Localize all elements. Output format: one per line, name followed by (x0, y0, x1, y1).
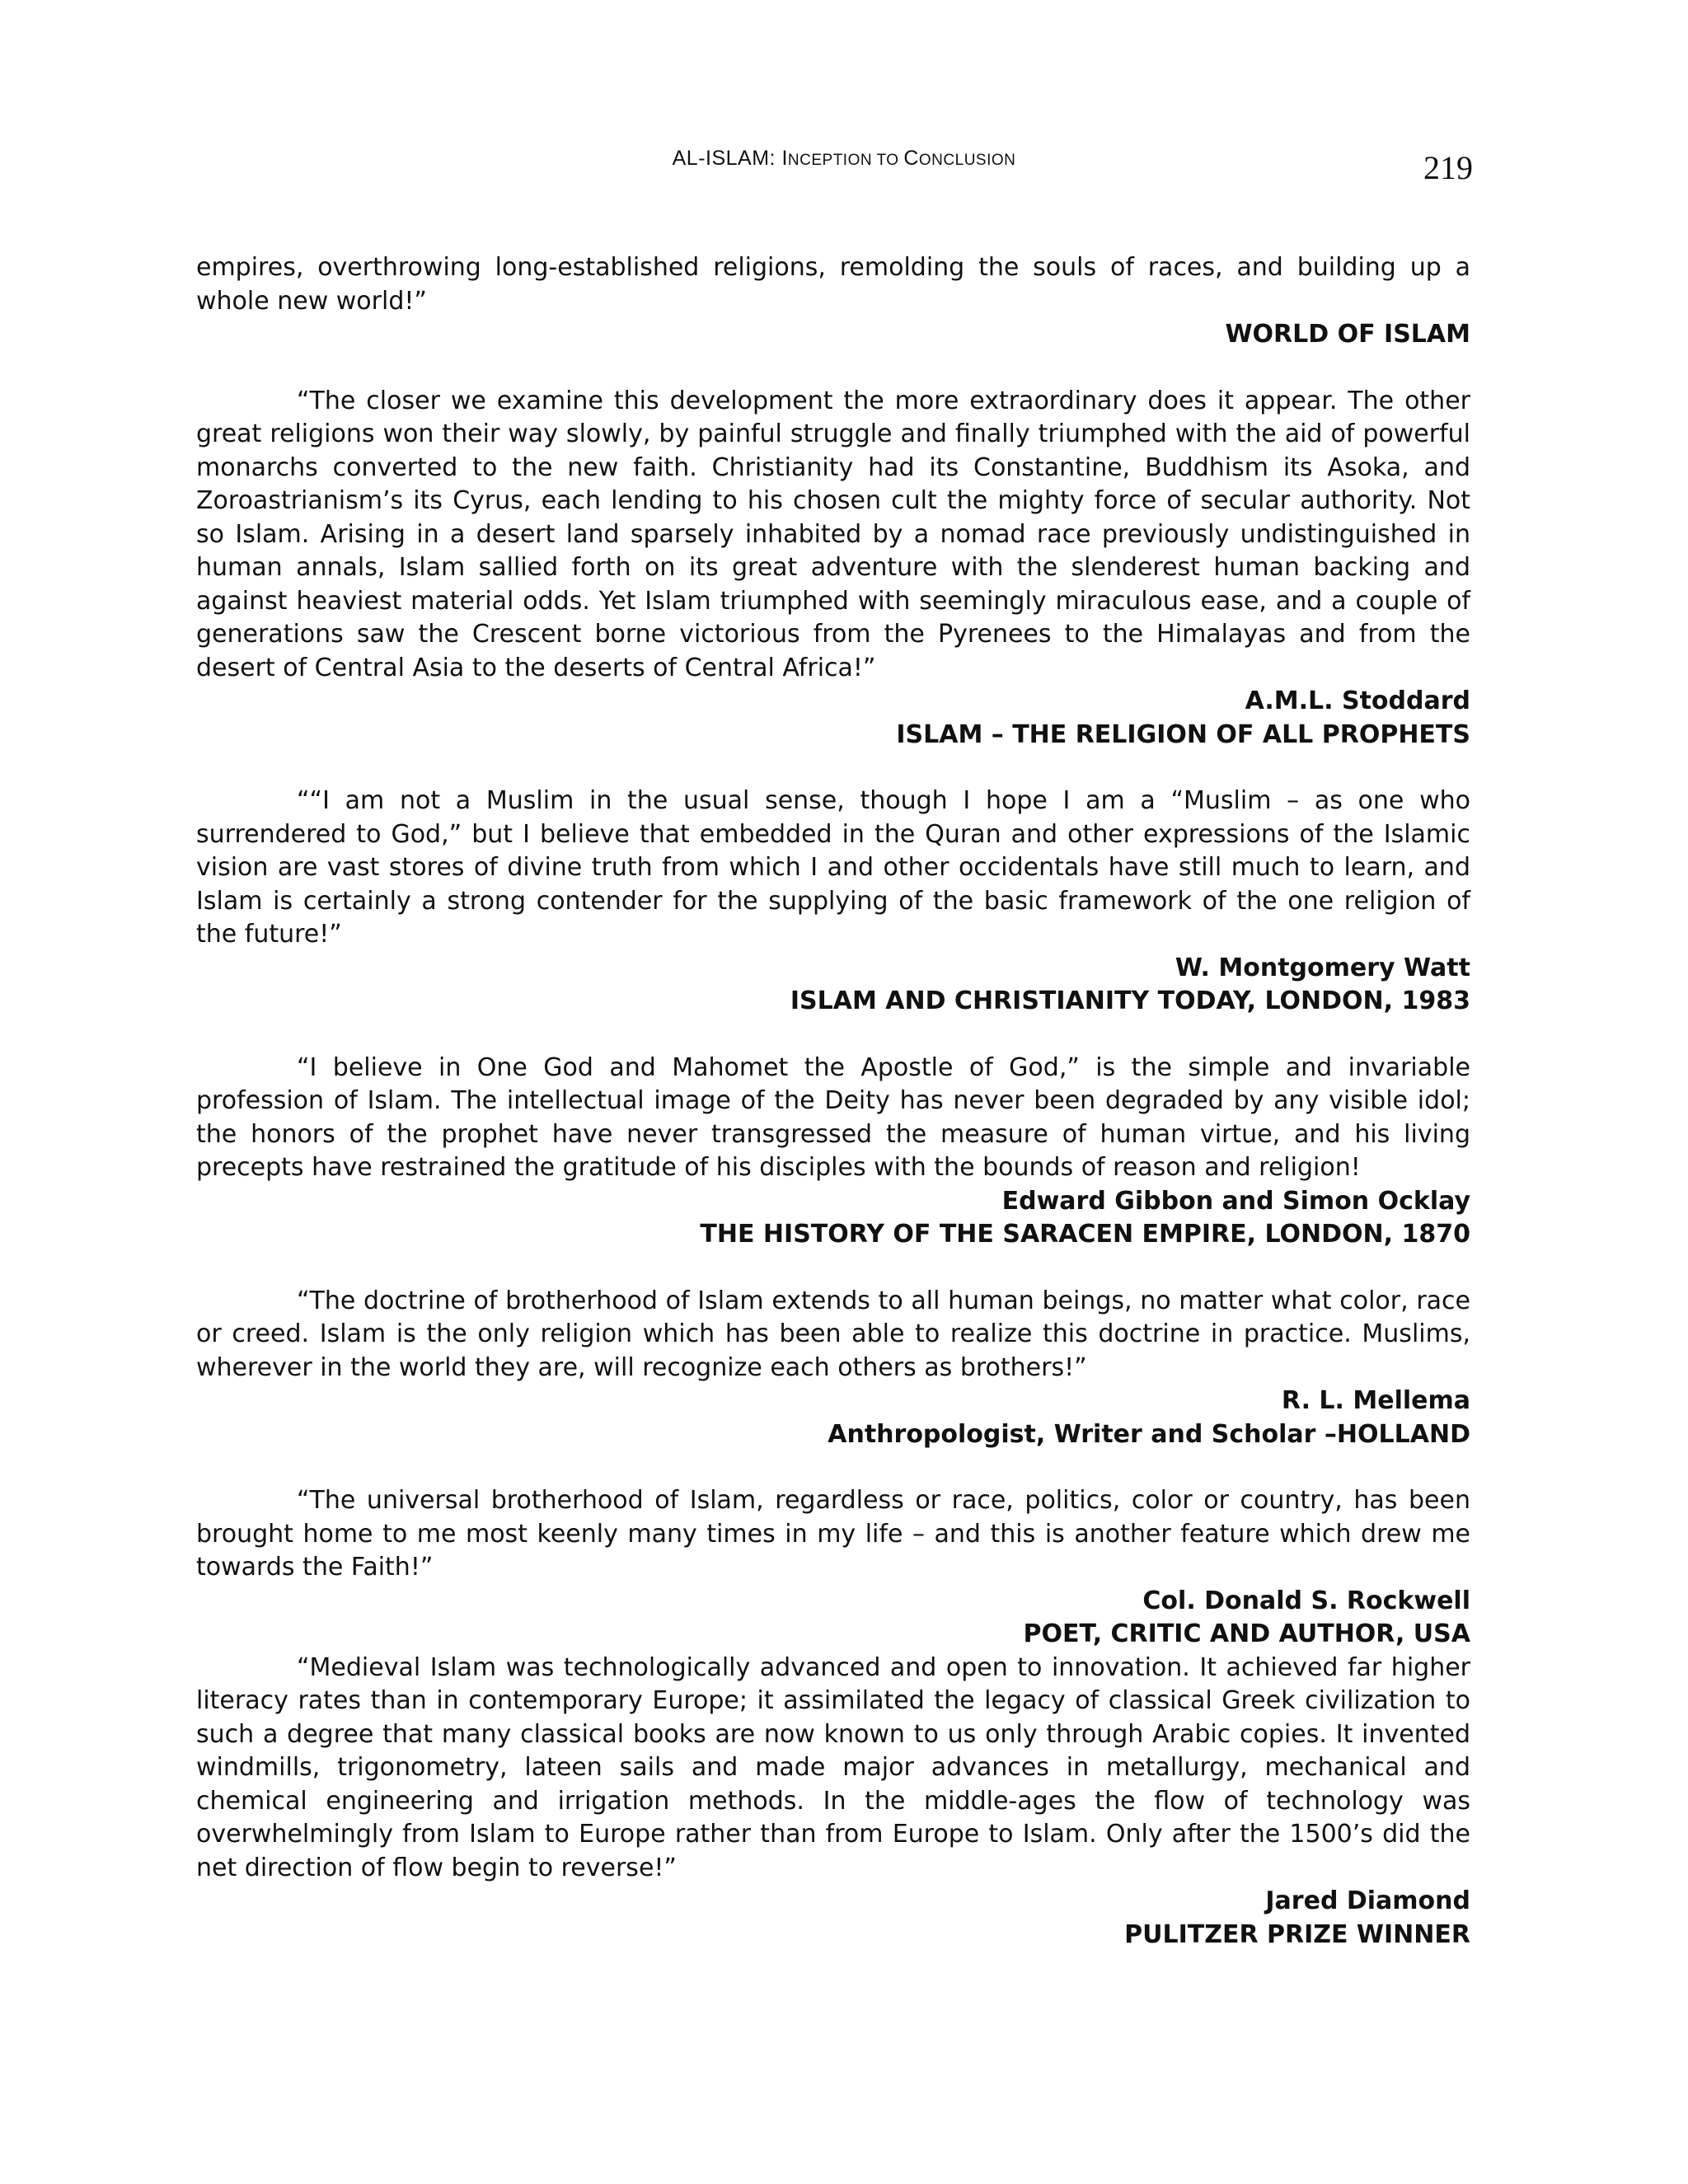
running-head-rest-2: ONCLUSION (918, 152, 1016, 169)
quote-paragraph: empires, overthrowing long-established religions, remolding the souls of races, and building up a whole new world!” (196, 253, 1470, 316)
running-head-prefix: AL-ISLAM: (672, 147, 782, 170)
running-head-initial-i: I (781, 147, 788, 170)
quote-paragraph: “The closer we examine this development the more extraordinary does it appear. The other great religions won their way slowly, by painful struggle and finally triumphed with the aid of powerful monarchs converted to the new faith. Christianity had its Constantine, Buddhism its Asoka, and Zoroastrianism’s its Cyrus, each lending to his chosen cult the mighty force of secular authority. Not so Islam. Arising in a desert land sparsely inhabited by a nomad race previously undistinguished in human annals, Islam sallied forth on its great adventure with the slenderest human backing and against heaviest material odds. Yet Islam triumphed with seemingly miraculous ease, and a couple of generations saw the Crescent borne victorious from the Pyrenees to the Himalayas and from the desert of Central Asia to the deserts of Central Africa!” (196, 386, 1470, 682)
attribution-source: THE HISTORY OF THE SARACEN EMPIRE, LONDON, 1870 (700, 1220, 1470, 1249)
paragraph-gap (196, 1252, 1470, 1285)
paragraph-gap (196, 1451, 1470, 1484)
attribution-source: Anthropologist, Writer and Scholar –HOLLAND (828, 1419, 1470, 1449)
attribution-author: W. Montgomery Watt (1175, 953, 1470, 982)
running-head-rest-1: NCEPTION TO (787, 152, 904, 169)
quote-paragraph: “The doctrine of brotherhood of Islam extends to all human beings, no matter what color, race or creed. Islam is the only religion which has been able to realize this doctrine in practice. Muslims, wherever in the world they are, will recognize each others as brothers!” (196, 1286, 1470, 1382)
quote-paragraph: ““I am not a Muslim in the usual sense, though I hope I am a “Muslim – as one who surrendered to God,” but I believe that embedded in the Quran and other expressions of the Islamic vision are vast stores of divine truth from which I and other occidentals have still much to learn, and Islam is certainly a strong contender for the supplying of the basic framework of the one religion of the future!” (196, 786, 1470, 949)
attribution-author: Edward Gibbon and Simon Ocklay (1001, 1186, 1470, 1216)
quote-paragraph: “I believe in One God and Mahomet the Apostle of God,” is the simple and invariable profession of Islam. The intellectual image of the Deity has never been degraded by any visible idol; the honors of the prophet have never transgressed the measure of human virtue, and his living precepts have restrained the gratitude of his disciples with the bounds of reason and religion! (196, 1052, 1470, 1182)
attribution-author: A.M.L. Stoddard (1245, 687, 1470, 715)
paragraph-gap (196, 752, 1470, 785)
attribution-author: Jared Diamond (1265, 1886, 1470, 1915)
quote-paragraph: “Medieval Islam was technologically advanced and open to innovation. It achieved far higher literacy rates than in contemporary Europe; it assimilated the legacy of classical Greek civilization to such a degree that many classical books are now known to us only through Arabic copies. It invented windmills, trigonometry, lateen sails and made major advances in metallurgy, mechanical and chemical engineering and irrigation methods. In the middle-ages the flow of technology was overwhelmingly from Islam to Europe rather than from Europe to Islam. Only after the 1500’s did the net direction of flow begin to reverse!” (196, 1652, 1470, 1882)
attribution-source: ISLAM AND CHRISTIANITY TODAY, LONDON, 1983 (790, 987, 1470, 1015)
attribution-author: R. L. Mellema (1281, 1386, 1470, 1415)
paragraph-gap (196, 1019, 1470, 1052)
running-head-initial-c: C (903, 147, 919, 170)
paragraph-gap (196, 352, 1470, 385)
page-body (196, 251, 1470, 1952)
attribution-source: WORLD OF ISLAM (1225, 320, 1470, 349)
attribution-source: PULITZER PRIZE WINNER (1124, 1919, 1470, 1949)
page-number: 219 (1423, 149, 1473, 186)
attribution-source: ISLAM – THE RELIGION OF ALL PROPHETS (896, 719, 1470, 749)
attribution-author: Col. Donald S. Rockwell (1142, 1586, 1470, 1615)
quote-paragraph: “The universal brotherhood of Islam, regardless or race, politics, color or country, has been brought home to me most keenly many times in my life – and this is another feature which drew me towards the Faith!” (196, 1486, 1470, 1582)
attribution-source: POET, CRITIC AND AUTHOR, USA (1023, 1619, 1470, 1648)
